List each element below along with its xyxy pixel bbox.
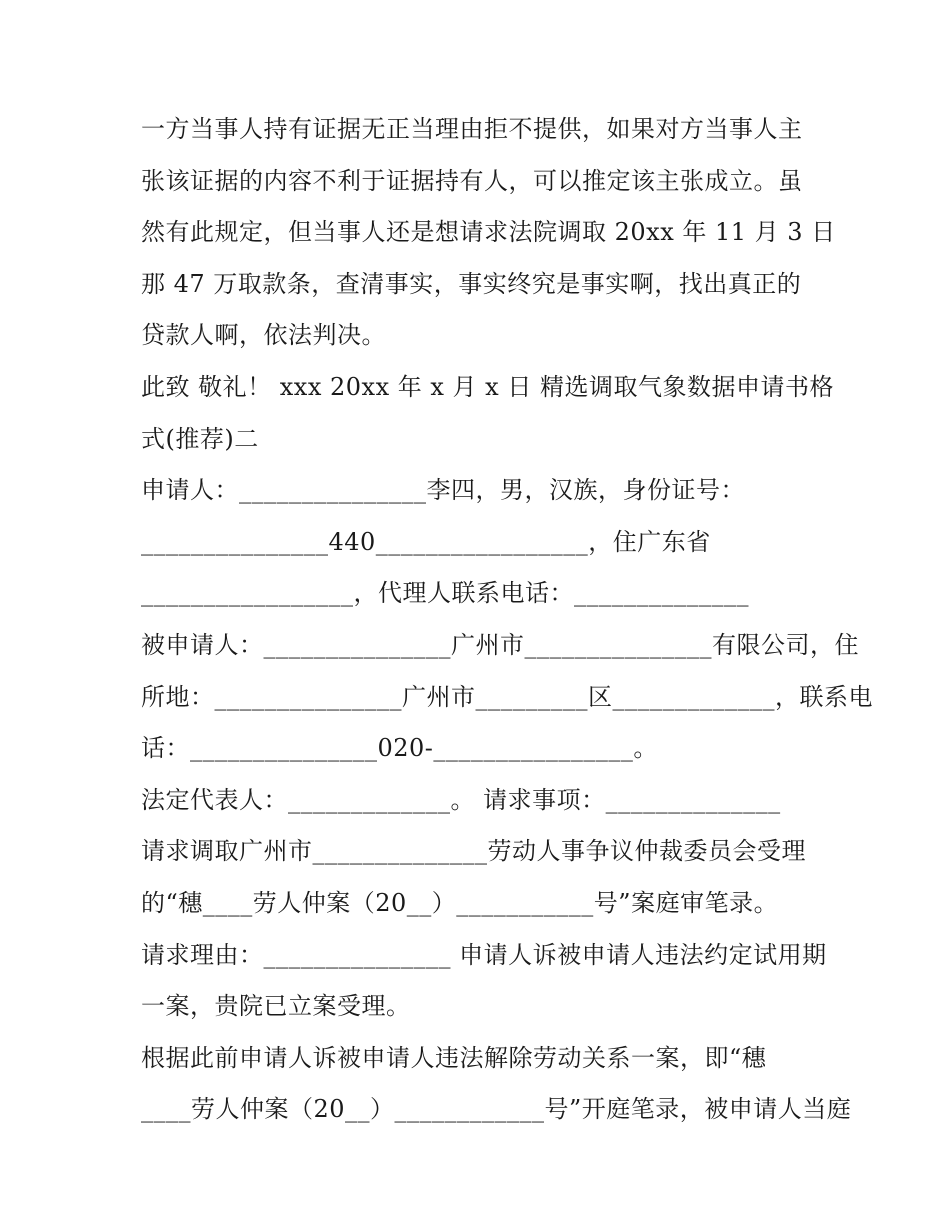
text-line: _________________，代理人联系电话：______________ bbox=[141, 579, 749, 608]
text-line: 一方当事人持有证据无正当理由拒不提供，如果对方当事人主 bbox=[141, 115, 803, 143]
text-line: 式(推荐)二 bbox=[141, 424, 259, 453]
text-line: 根据此前申请人诉被申请人违法解除劳动关系一案，即“穗 bbox=[141, 1043, 767, 1072]
text-line: 张该证据的内容不利于证据持有人，可以推定该主张成立。虽 bbox=[141, 166, 803, 195]
document-body bbox=[141, 104, 873, 1136]
text-line: 的“穗____劳人仲案（20__）___________号”案庭审笔录。 bbox=[141, 888, 779, 917]
text-line: 被申请人：_______________广州市_______________有限公司，住 bbox=[141, 630, 859, 659]
text-line: 请求理由：_______________ 申请人诉被申请人违法约定试用期 bbox=[141, 940, 827, 969]
text-line: 话：_______________020-________________。 bbox=[141, 734, 658, 763]
text-line: 一案，贵院已立案受理。 bbox=[141, 992, 411, 1021]
text-line: 申请人：_______________李四，男，汉族，身份证号： bbox=[141, 476, 745, 505]
text-line: 此致 敬礼！ xxx 20xx 年 x 月 x 日 精选调取气象数据申请书格 bbox=[141, 372, 834, 401]
text-line: 那 47 万取款条，查清事实，事实终究是事实啊，找出真正的 bbox=[141, 269, 802, 298]
text-line: 贷款人啊，依法判决。 bbox=[141, 321, 386, 350]
text-line: 然有此规定，但当事人还是想请求法院调取 20xx 年 11 月 3 日 bbox=[141, 218, 836, 247]
text-line: 请求调取广州市______________劳动人事争议仲裁委员会受理 bbox=[141, 837, 806, 866]
text-line: 法定代表人：_____________。 请求事项：______________ bbox=[141, 785, 781, 814]
text-line: 所地：_______________广州市_________区_____________，联系电 bbox=[141, 682, 873, 711]
text-line: _______________440_________________，住广东省 bbox=[141, 527, 711, 556]
text-line: ____劳人仲案（20__）____________号”开庭笔录，被申请人当庭 bbox=[141, 1095, 852, 1124]
